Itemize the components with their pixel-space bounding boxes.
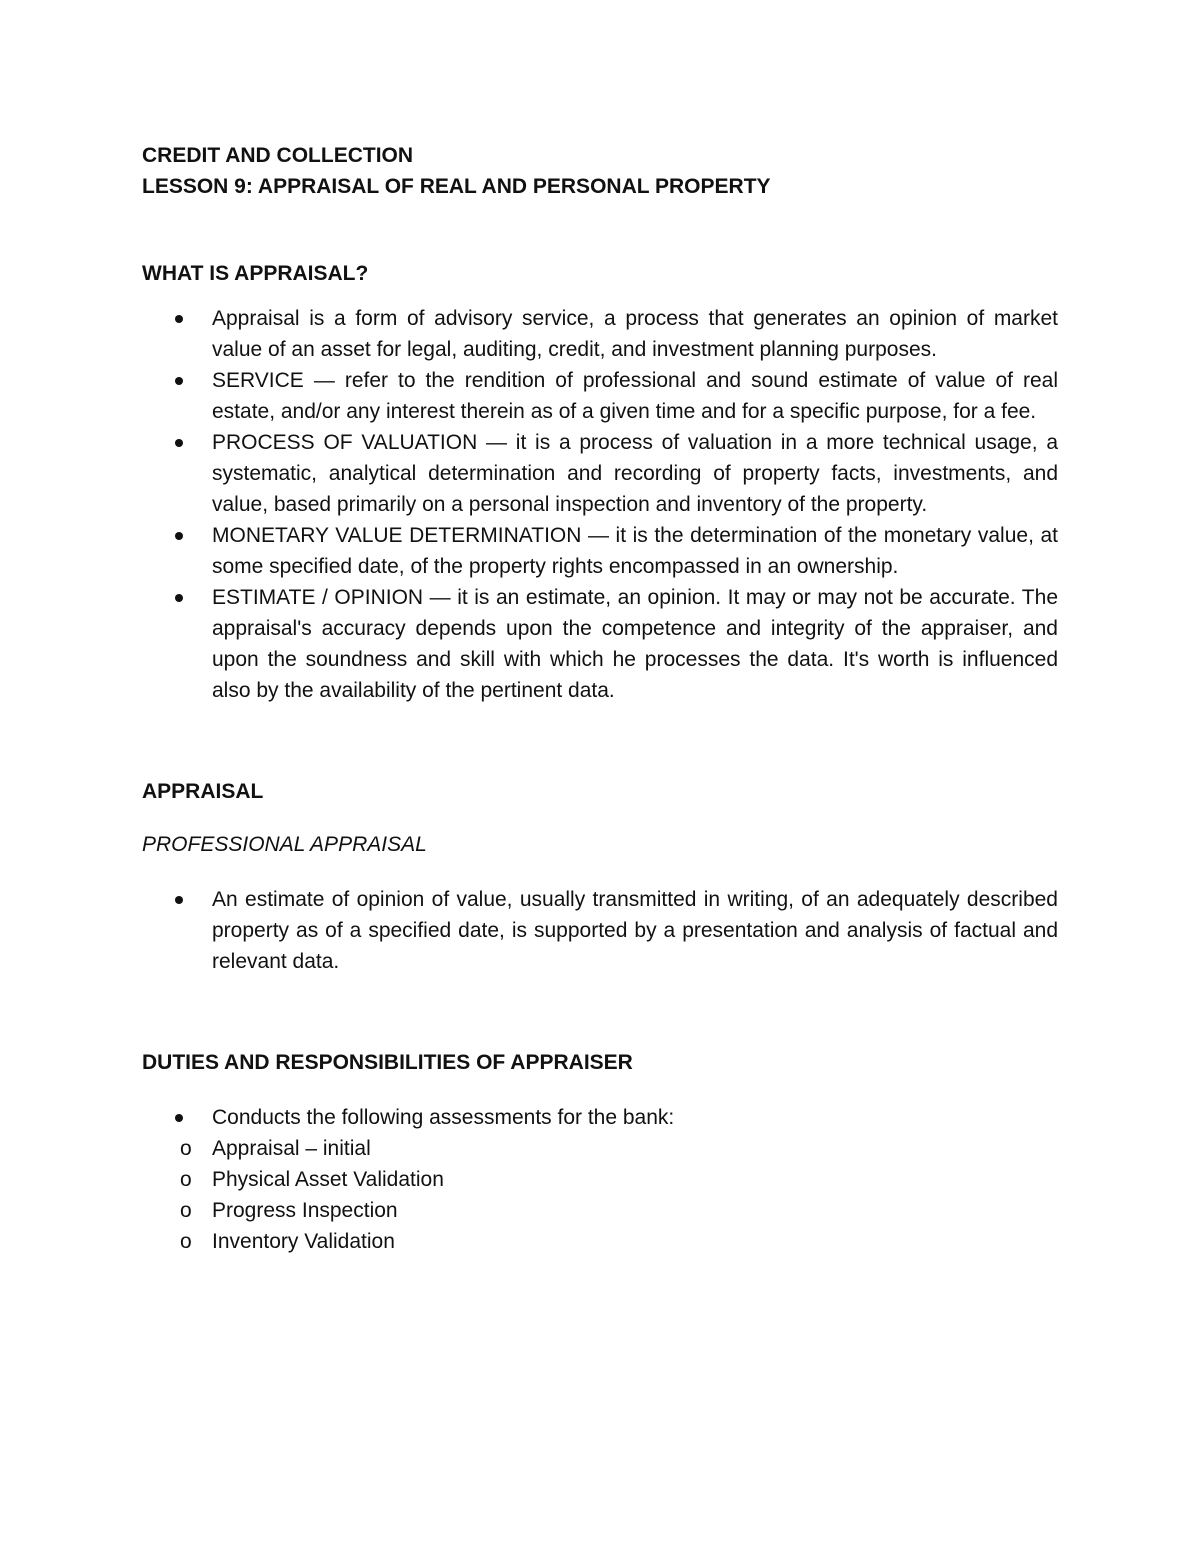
section-heading-appraisal: APPRAISAL: [142, 780, 264, 803]
subheading-professional-appraisal: PROFESSIONAL APPRAISAL: [142, 833, 427, 856]
document-title: CREDIT AND COLLECTION: [142, 144, 414, 167]
list-item: SERVICE — refer to the rendition of professional and sound estimate of value of real estate, and/or any interest therein as of a given time and for a specific purpose, for a fee.: [142, 365, 1058, 427]
assessment-sublist: [142, 1133, 1058, 1257]
sublist-item: [142, 1226, 1058, 1257]
circle-marker-icon: o: [180, 1168, 192, 1191]
sublist-item-label: Appraisal – initial: [212, 1137, 371, 1160]
list-item: Appraisal is a form of advisory service, a process that generates an opinion of market value of an asset for legal, auditing, credit, and investment planning purposes.: [142, 303, 1058, 365]
lesson-title: LESSON 9: APPRAISAL OF REAL AND PERSONAL PROPERTY: [142, 175, 771, 198]
list-item: ESTIMATE / OPINION — it is an estimate, an opinion. It may or may not be accurate. The appraisal's accuracy depends upon the competence and integrity of the appraiser, and upon the soundness and skill with which he processes the data. It's worth is influenced also by the availability of the pertinent data.: [142, 582, 1058, 706]
appraisal-definition-list: [142, 303, 1058, 706]
professional-appraisal-list: [142, 884, 1058, 977]
sublist-item: [142, 1164, 1058, 1195]
duties-list: [142, 1102, 1058, 1133]
document-content: [142, 140, 1058, 1257]
section-heading-what-is-appraisal: WHAT IS APPRAISAL?: [142, 262, 369, 285]
list-item: PROCESS OF VALUATION — it is a process of valuation in a more technical usage, a systematic, analytical determination and recording of property facts, investments, and value, based primarily on a personal inspection and inventory of the property.: [142, 427, 1058, 520]
list-item: Conducts the following assessments for the bank:: [142, 1102, 1058, 1133]
list-item: An estimate of opinion of value, usually transmitted in writing, of an adequately described property as of a specified date, is supported by a presentation and analysis of factual and relevant data.: [142, 884, 1058, 977]
sublist-item: [142, 1133, 1058, 1164]
sublist-item-label: Inventory Validation: [212, 1230, 395, 1253]
circle-marker-icon: o: [180, 1199, 192, 1222]
sublist-item-label: Progress Inspection: [212, 1199, 398, 1222]
sublist-item: [142, 1195, 1058, 1226]
list-item: MONETARY VALUE DETERMINATION — it is the determination of the monetary value, at some specified date, of the property rights encompassed in an ownership.: [142, 520, 1058, 582]
circle-marker-icon: o: [180, 1137, 192, 1160]
sublist-item-label: Physical Asset Validation: [212, 1168, 444, 1191]
circle-marker-icon: o: [180, 1230, 192, 1253]
section-heading-duties: DUTIES AND RESPONSIBILITIES OF APPRAISER: [142, 1051, 633, 1074]
